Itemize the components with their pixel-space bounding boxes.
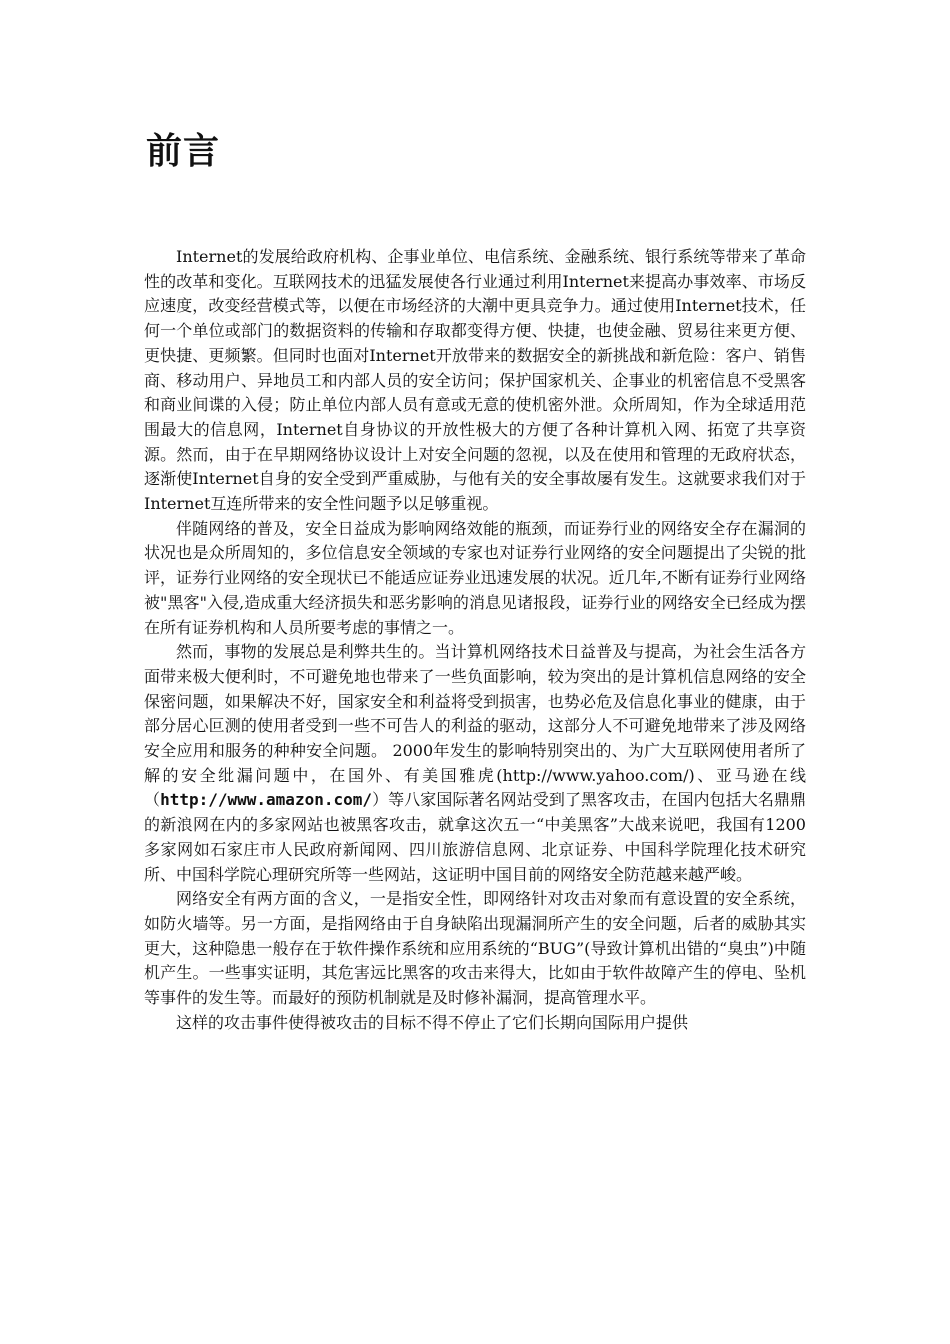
paragraph-pros-and-cons-text-a: 然而，事物的发展总是利弊共生的。当计算机网络技术日益普及与提高，为社会生活各方面带来极大便利时，不可避免地也带来了一些负面影响，较为突出的是计算机信息网络的安全保密问题，如果解决不好，国家安全和利益将受到损害，也势必危及信息化事业的健康，由于部分居心叵测的使用者受到一些不可告人的利益的驱动，这部分人不可避免地带来了涉及网络安全应用和服务的种种安全问题。 2000年发生的影响特别突出的、为广大互联网使用者所了解的安全纰漏问题中，在国外、有美国雅虎(http://www.yahoo.com/)、亚马逊在线（ [144,642,806,810]
paragraph-pros-and-cons-text-b: ）等八家国际著名网站受到了黑客攻击，在国内包括大名鼎鼎的新浪网在内的多家网站也被黑客攻击，就拿这次五一“中美黑客”大战来说吧，我国有1200多家网如石家庄市人民政府新闻网、四川旅游信息网、北京证券、中国科学院理化技术研究所、中国科学院心理研究所等一些网站，这证明中国目前的网络安全防范越来越严峻。 [144,790,806,884]
paragraph-securities-network: 伴随网络的普及，安全日益成为影响网络效能的瓶颈，而证券行业的网络安全存在漏洞的状况也是众所周知的，多位信息安全领域的专家也对证券行业网络的安全问题提出了尖锐的批评，证券行业网络的安全现状已不能适应证券业迅速发展的状况。近几年,不断有证券行业网络被"黑客"入侵,造成重大经济损失和恶劣影响的消息见诸报段，证券行业的网络安全已经成为摆在所有证券机构和人员所要考虑的事情之一。 [144,518,806,637]
paragraph-two-meanings: 网络安全有两方面的含义，一是指安全性，即网络针对攻击对象而有意设置的安全系统，如防火墙等。另一方面，是指网络由于自身缺陷出现漏洞所产生的安全问题，后者的威胁其实更大，这种隐患一般存在于软件操作系统和应用系统的“BUG”(导致计算机出错的“臭虫”)中随机产生。一些事实证明，其危害远比黑客的攻击来得大，比如由于软件故障产生的停电、坠机等事件的发生等。而最好的预防机制就是及时修补漏洞，提高管理水平。 [144,889,806,1008]
paragraph-internet-development: Internet的发展给政府机构、企事业单位、电信系统、金融系统、银行系统等带来了革命性的改革和变化。互联网技术的迅猛发展使各行业通过利用Internet来提高办事效率、市场反应速度，改变经营模式等，以便在市场经济的大潮中更具竞争力。通过使用Internet技术，任何一个单位或部门的数据资料的传输和存取都变得方便、快捷，也使金融、贸易往来更方便、更快捷、更频繁。但同时也面对Internet开放带来的数据安全的新挑战和新危险：客户、销售商、移动用户、异地员工和内部人员的安全访问；保护国家机关、企事业的机密信息不受黑客和商业间谍的入侵；防止单位内部人员有意或无意的使机密外泄。众所周知，作为全球适用范围最大的信息网，Internet自身协议的开放性极大的方便了各种计算机入网、拓宽了共享资源。然而，由于在早期网络协议设计上对安全问题的忽视，以及在使用和管理的无政府状态，逐渐使Internet自身的安全受到严重威胁，与他有关的安全事故屡有发生。这就要求我们对于Internet互连所带来的安全性问题予以足够重视。 [144,247,806,514]
amazon-url-text: http://www.amazon.com/ [160,790,372,810]
page-title: 前言 [146,130,221,172]
paragraph-attack-consequences: 这样的攻击事件使得被攻击的目标不得不停止了它们长期向国际用户提供 [176,1012,689,1032]
document-body [144,245,806,1036]
paragraph-pros-and-cons [144,640,806,887]
